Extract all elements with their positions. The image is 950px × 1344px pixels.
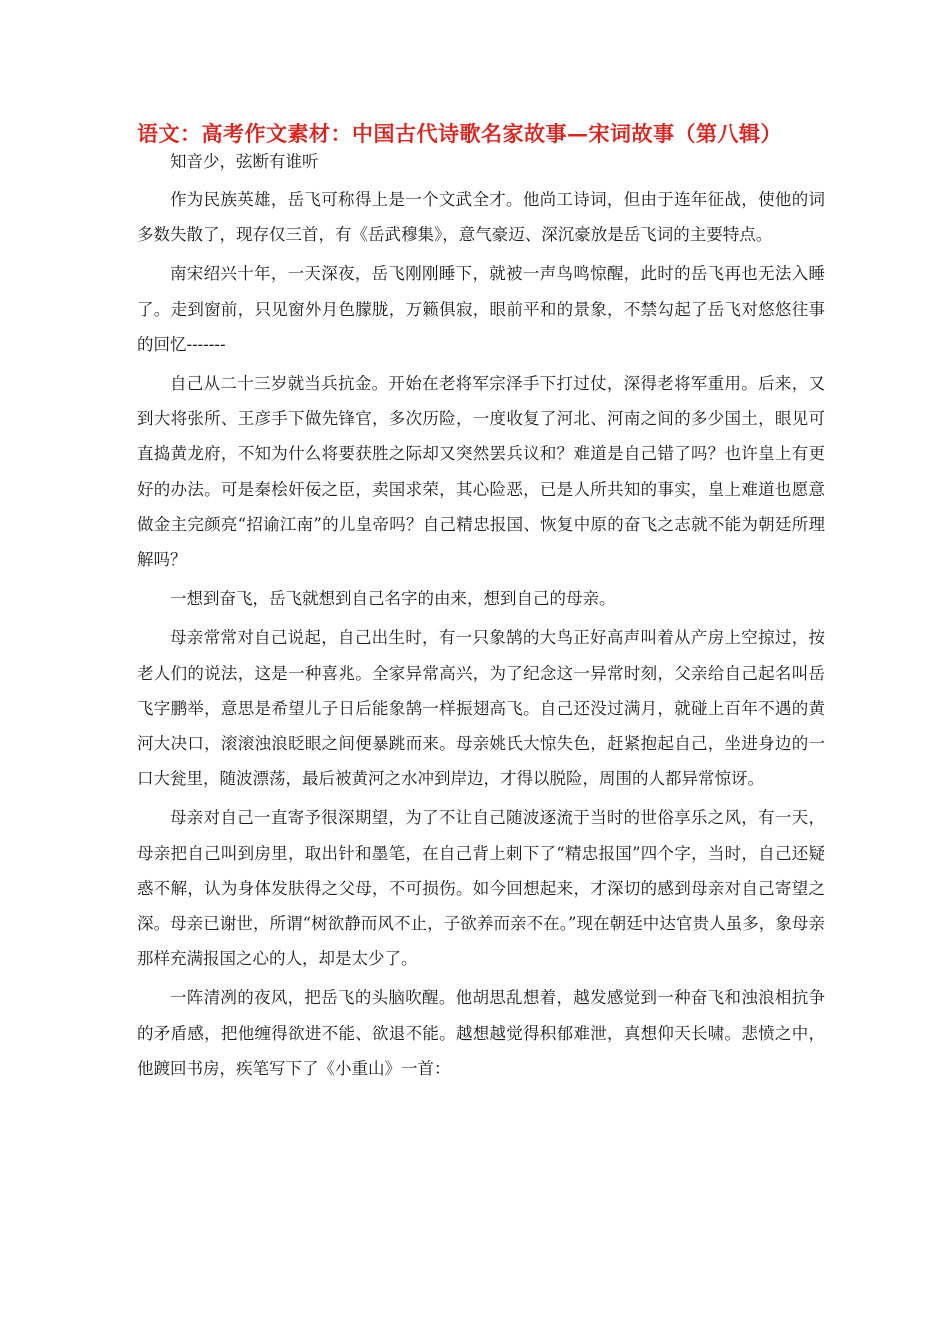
paragraph: 一阵清冽的夜风，把岳飞的头脑吹醒。他胡思乱想着，越发感觉到一种奋飞和浊浪相抗争的矛盾感，把他缠得欲进不能、欲退不能。越想越觉得积郁难泄，真想仰天长啸。悲愤之中，他踱回书房，疾笔写下了《小重山》一首： <box>137 988 825 1078</box>
paragraph: 一想到奋飞，岳飞就想到自己名字的由来，想到自己的母亲。 <box>170 589 616 609</box>
paragraph: 母亲常常对自己说起，自己出生时，有一只象鹄的大鸟正好高声叫着从产房上空掠过，按老人们的说法，这是一种喜兆。全家异常高兴，为了纪念这一异常时刻，父亲给自己起名叫岳飞字鹏举，意思是希望儿子日后能象鹄一样振翅高飞。自己还没过满月，就碰上百年不遇的黄河大决口，滚滚浊浪眨眼之间便暴跳而来。母亲姚氏大惊失色，赶紧抱起自己，坐进身边的一口大瓮里，随波漂荡，最后被黄河之水冲到岸边，才得以脱险，周围的人都异常惊讶。 <box>137 628 825 789</box>
paragraph: 南宋绍兴十年，一天深夜，岳飞刚刚睡下，就被一声鸟鸣惊醒，此时的岳飞再也无法入睡了。走到窗前，只见窗外月色朦胧，万籁俱寂，眼前平和的景象，不禁勾起了岳飞对悠悠往事的回忆------- <box>137 264 825 354</box>
paragraph: 自己从二十三岁就当兵抗金。开始在老将军宗泽手下打过仗，深得老将军重用。后来，又到大将张所、王彦手下做先锋官，多次历险，一度收复了河北、河南之间的多少国土，眼见可直捣黄龙府，不知为什么将要获胜之际却又突然罢兵议和？难道是自己错了吗？也许皇上有更好的办法。可是秦桧奸佞之臣，卖国求荣，其心险恶，已是人所共知的事实，皇上难道也愿意做金主完颜亮“招谕江南”的儿皇帝吗？自己精忠报国、恢复中原的奋飞之志就不能为朝廷所理解吗？ <box>137 374 825 570</box>
document-subtitle: 知音少，弦断有谁听 <box>170 152 319 171</box>
paragraph: 作为民族英雄，岳飞可称得上是一个文武全才。他尚工诗词，但由于连年征战，使他的词多数失散了，现存仅三首，有《岳武穆集》，意气豪迈、深沉豪放是岳飞词的主要特点。 <box>137 190 825 245</box>
paragraph: 母亲对自己一直寄予很深期望，为了不让自己随波逐流于当时的世俗享乐之风，有一天，母亲把自己叫到房里，取出针和墨笔，在自己背上刺下了“精忠报国”四个字，当时，自己还疑惑不解，认为身体发肤得之父母，不可损伤。如今回想起来，才深切的感到母亲对自己寄望之深。母亲已谢世，所谓“树欲静而风不止，子欲养而亲不在。”现在朝廷中达官贵人虽多，象母亲那样充满报国之心的人，却是太少了。 <box>137 808 825 969</box>
document-page <box>137 118 825 1090</box>
document-title: 语文：高考作文素材：中国古代诗歌名家故事—宋词故事（第八辑） <box>137 121 782 146</box>
